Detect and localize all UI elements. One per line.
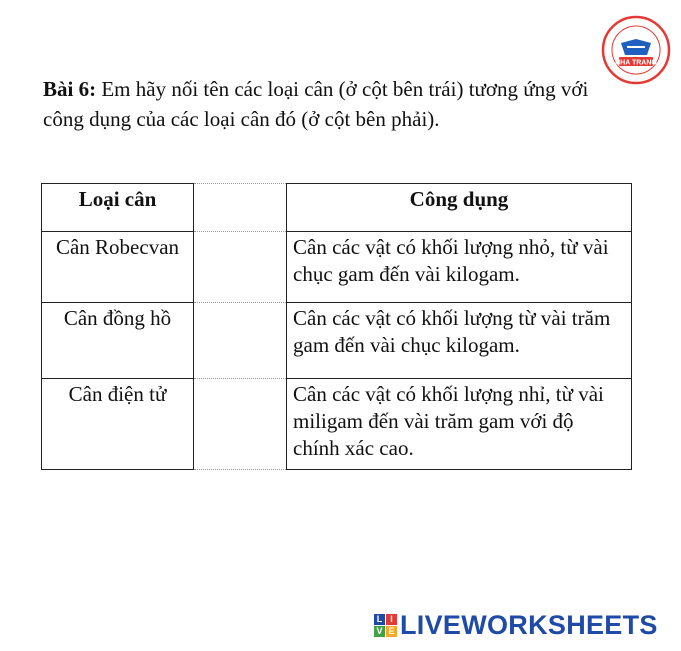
scale-type-robecvan[interactable]: Cân Robecvan	[42, 232, 194, 303]
match-gap[interactable]	[194, 232, 287, 303]
match-gap[interactable]	[194, 379, 287, 470]
table-row	[42, 379, 632, 470]
matching-table	[41, 183, 632, 470]
usage-small-mass[interactable]: Cân các vật có khối lượng nhỏ, từ vài chục gam đến vài kilogam.	[287, 232, 632, 303]
header-row	[42, 184, 632, 232]
left-column-header: Loại cân	[42, 184, 194, 232]
question-label: Bài 6:	[43, 77, 97, 101]
logo-name: NHA TRANG	[615, 59, 657, 67]
brand-icon: L I V E	[374, 614, 397, 637]
liveworksheets-brand	[374, 610, 658, 640]
right-column-header: Công dụng	[287, 184, 632, 232]
usage-precise-mass[interactable]: Cân các vật có khối lượng nhỉ, từ vài miligam đến vài trăm gam với độ chính xác cao.	[287, 379, 632, 470]
table-row	[42, 303, 632, 379]
brand-text: LIVEWORKSHEETS	[400, 609, 658, 640]
match-gap[interactable]	[194, 303, 287, 379]
scale-type-electronic[interactable]: Cân điện tử	[42, 379, 194, 470]
question-body: Em hãy nối tên các loại cân (ở cột bên trái) tương ứng với công dụng của các loại cân đó (ở cột bên phải).	[43, 77, 589, 131]
table-row	[42, 232, 632, 303]
question-text	[43, 74, 633, 134]
scale-type-dial[interactable]: Cân đồng hồ	[42, 303, 194, 379]
usage-medium-mass[interactable]: Cân các vật có khối lượng từ vài trăm gam đến vài chục kilogam.	[287, 303, 632, 379]
match-gap[interactable]	[194, 184, 287, 232]
